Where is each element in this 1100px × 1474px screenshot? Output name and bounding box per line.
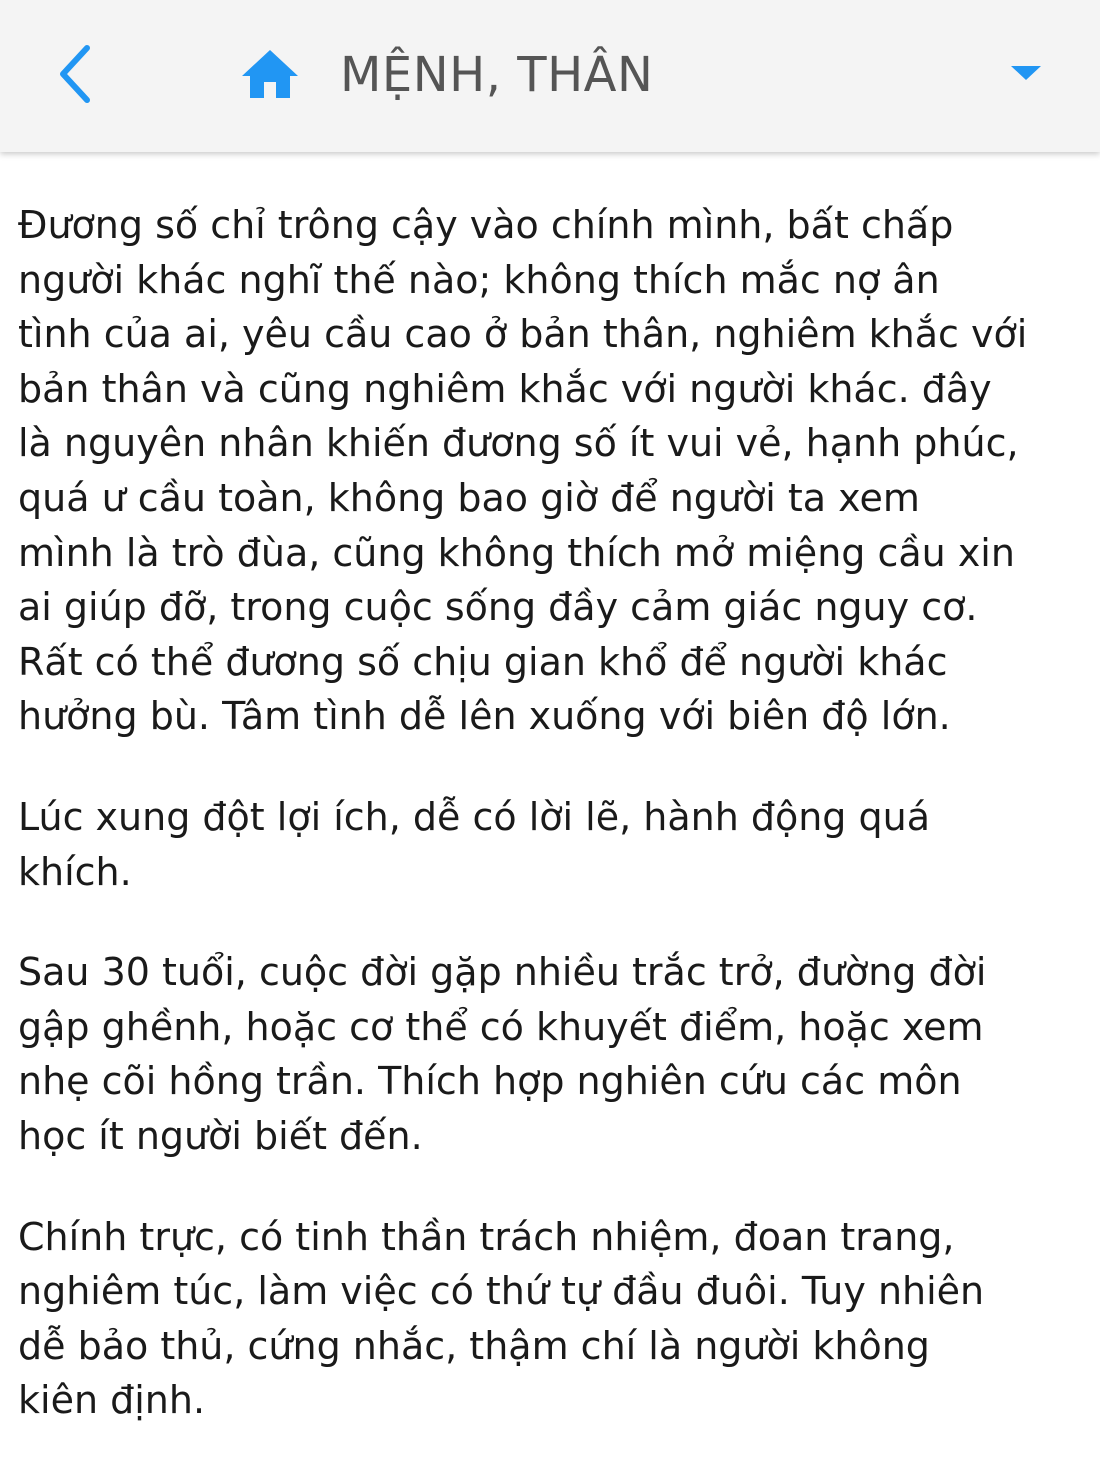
home-button[interactable] bbox=[232, 38, 308, 110]
dropdown-button[interactable] bbox=[996, 44, 1056, 104]
paragraph: Lúc xung đột lợi ích, dễ có lời lẽ, hành động quá khích. bbox=[18, 794, 930, 894]
home-icon bbox=[240, 48, 300, 100]
paragraph: Sau 30 tuổi, cuộc đời gặp nhiều trắc trở, đường đời gập ghềnh, hoặc cơ thể có khuyết điểm, hoặc xem nhẹ cõi hồng trần. Thích hợp nghiên cứu các môn học ít người biết đến. bbox=[18, 950, 987, 1158]
paragraph: Đương số chỉ trông cậy vào chính mình, bất chấp người khác nghĩ thế nào; không thích mắc nợ ân tình của ai, yêu cầu cao ở bản thân, nghiêm khắc với bản thân và cũng nghiêm khắc với người khác. đây là nguyên nhân khiến đương số ít vui vẻ, hạnh phúc, quá ư cầu toàn, không bao giờ để người ta xem mình là trò đùa, cũng không thích mở miệng cầu xin ai giúp đỡ, trong cuộc sống đầy cảm giác nguy cơ. Rất có thể đương số chịu gian khổ để người khác hưởng bù. Tâm tình dễ lên xuống với biên độ lớn. bbox=[18, 203, 1028, 739]
back-button[interactable] bbox=[40, 32, 110, 116]
page-title: MỆNH, THÂN bbox=[340, 47, 654, 103]
chevron-left-icon bbox=[55, 42, 95, 106]
article-content bbox=[18, 198, 1088, 1474]
app-bar bbox=[0, 0, 1100, 152]
caret-down-icon bbox=[1011, 66, 1041, 82]
paragraph: Chính trực, có tinh thần trách nhiệm, đoan trang, nghiêm túc, làm việc có thứ tự đầu đuôi. Tuy nhiên dễ bảo thủ, cứng nhắc, thậm chí là người không kiên định. bbox=[18, 1214, 985, 1423]
